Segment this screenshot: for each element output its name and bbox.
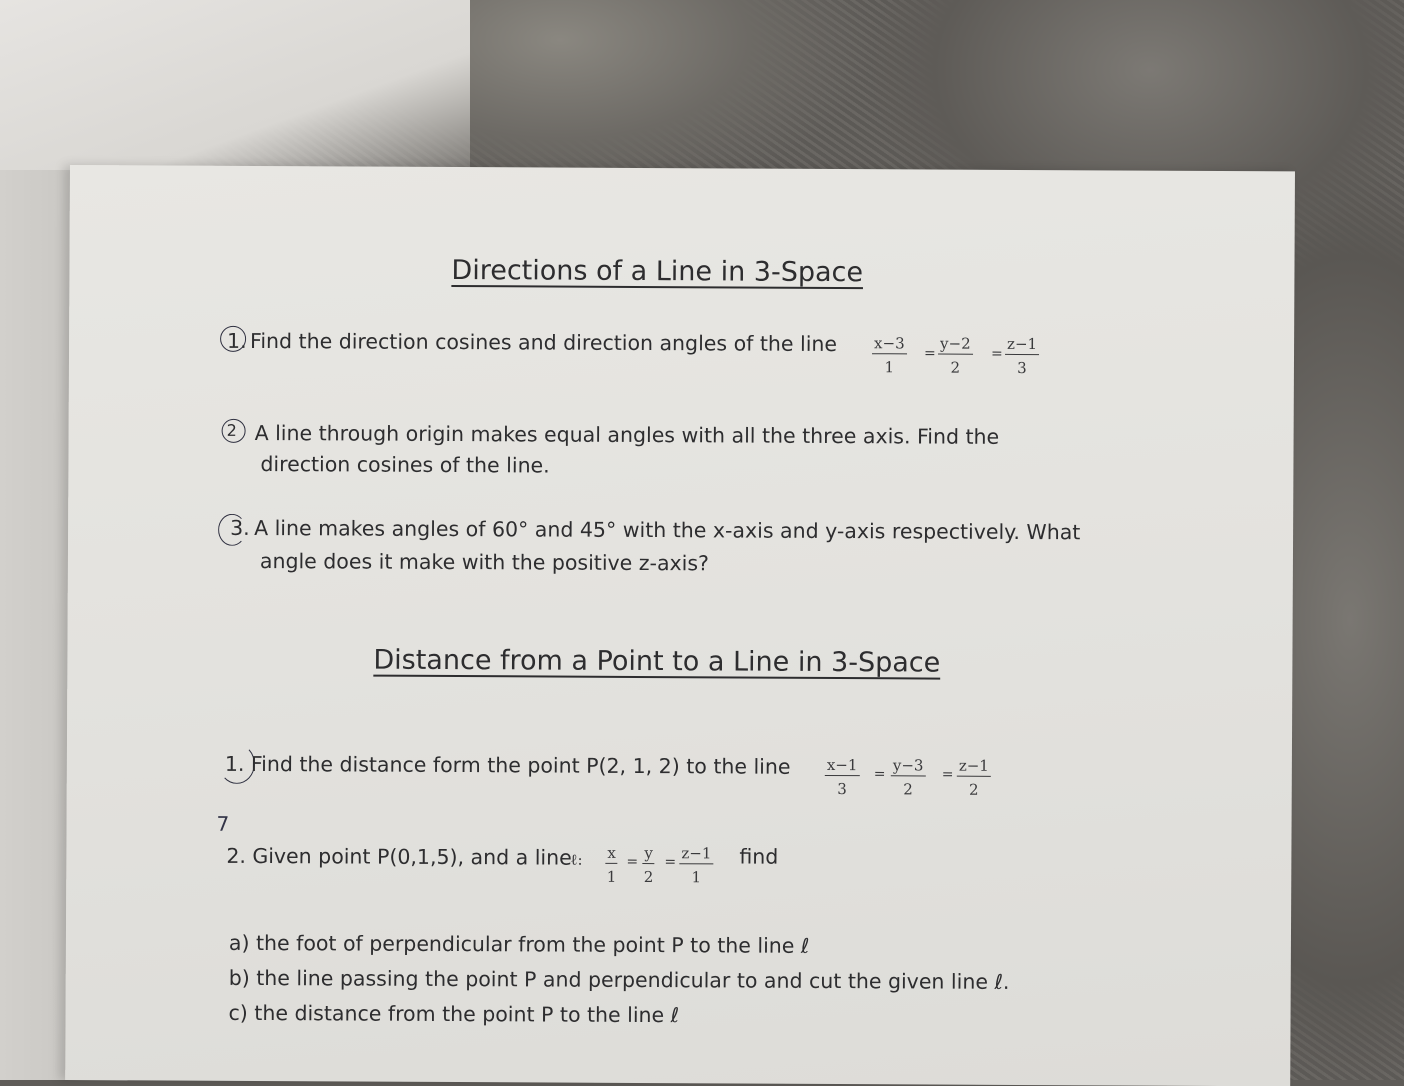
s1-q3-number: 3. [230, 515, 250, 540]
worksheet-paper [65, 165, 1295, 1086]
s1-q2-number: 2 [226, 420, 237, 440]
handwritten-number-mark: 7 [216, 811, 230, 836]
s1-q2-line2: direction cosines of the line. [260, 452, 550, 478]
s2-q2-find: find [739, 844, 779, 869]
equals-sign: = [873, 766, 886, 783]
s1-q3-line1: A line makes angles of 60° and 45° with the x-axis and y-axis respectively. What [254, 515, 1081, 545]
s2-q1-number: 1. [224, 751, 245, 776]
equals-sign: = [923, 345, 936, 362]
s2-q2-part-b: b) the line passing the point P and perpendicular to and cut the given line ℓ. [228, 965, 1010, 994]
s2-q1-text: Find the distance form the point P(2, 1, 2) to the line [250, 751, 791, 779]
s2-q2-fraction-1: $\frac{x}{1}$ [606, 843, 617, 886]
section2-title: Distance from a Point to a Line in 3-Space [373, 644, 941, 679]
s1-q1-number: 1. [227, 328, 247, 353]
equals-sign: = [664, 854, 677, 871]
equals-sign: = [626, 853, 639, 870]
s2-q1-fraction-1: $\frac{x-1}{3}$ [825, 756, 860, 798]
section1-title: Directions of a Line in 3-Space [451, 254, 864, 289]
s1-q1-fraction-2: $\frac{y-2}{2}$ [938, 335, 973, 377]
s2-q1-fraction-3: $\frac{z-1}{2}$ [957, 757, 991, 799]
s2-q2-fraction-2: $\frac{y}{2}$ [643, 844, 654, 887]
s2-q2-part-c: c) the distance from the point P to the line ℓ [228, 1000, 680, 1028]
s1-q1-fraction-3: $\frac{z-1}{3}$ [1005, 335, 1039, 377]
s1-q1-text: Find the direction cosines and direction angles of the line [250, 328, 838, 357]
s2-q2-fraction-3: $\frac{z-1}{1}$ [679, 844, 713, 886]
s1-q2-line1: A line through origin makes equal angles with all the three axis. Find the [254, 420, 1000, 449]
s2-q2-number: 2. [226, 843, 247, 868]
equals-sign: = [990, 345, 1003, 362]
s2-q2-text: Given point P(0,1,5), and a line [252, 843, 572, 870]
line-symbol: ℓ: [570, 850, 583, 869]
s2-q2-part-a: a) the foot of perpendicular from the point P to the line ℓ [228, 930, 810, 958]
equals-sign: = [941, 766, 954, 783]
s1-q1-fraction-1: $\frac{x-3}{1}$ [872, 334, 907, 376]
s2-q1-fraction-2: $\frac{y-3}{2}$ [891, 756, 926, 798]
s1-q3-line2: angle does it make with the positive z-axis? [259, 549, 710, 576]
